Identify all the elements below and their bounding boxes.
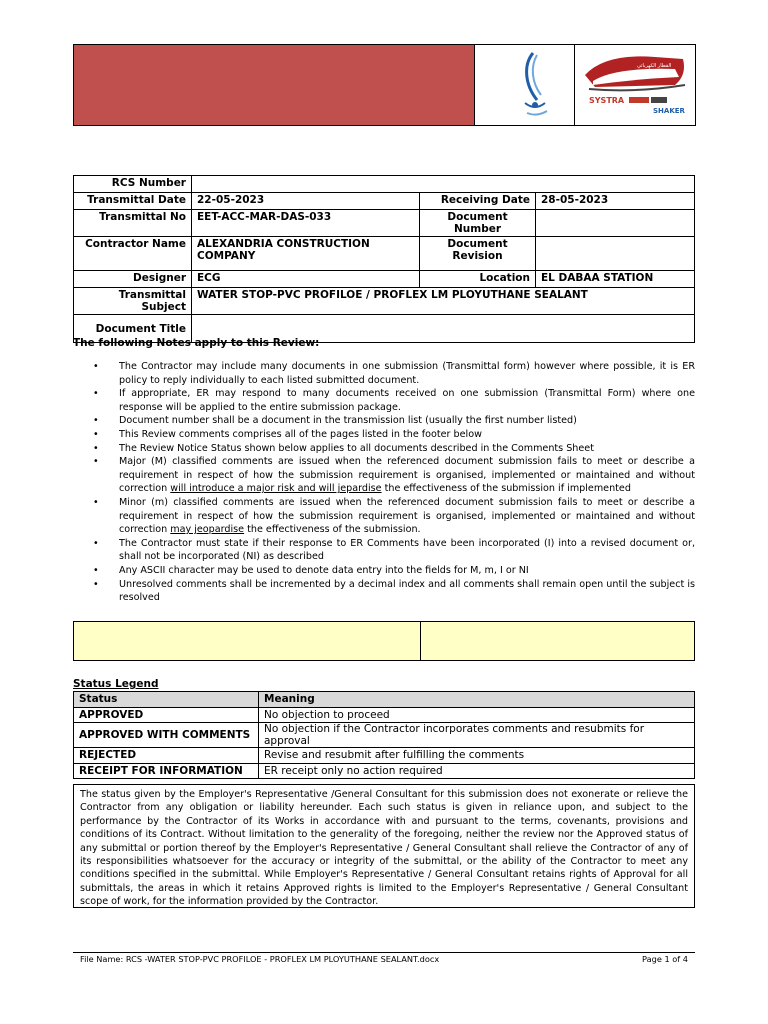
nat-logo	[475, 45, 575, 125]
document-revision-label: Document Revision	[420, 237, 536, 271]
status-legend-title: Status Legend	[73, 678, 159, 690]
header-color-block	[74, 45, 475, 125]
table-row: APPROVED WITH COMMENTS No objection if the Contractor incorporates comments and resubmits for approval	[74, 723, 695, 748]
document-number-value	[536, 210, 695, 237]
table-row: RECEIPT FOR INFORMATION ER receipt only no action required	[74, 763, 695, 779]
document-header	[73, 44, 696, 126]
contractor-name-label: Contractor Name	[74, 237, 192, 271]
svg-text:القطار الكهربائي: القطار الكهربائي	[637, 63, 672, 69]
footer-page-number: Page 1 of 4	[642, 954, 688, 964]
ehst-logo	[575, 45, 695, 125]
designer-value: ECG	[192, 271, 420, 288]
footer-file-name: File Name: RCS -WATER STOP-PVC PROFILOE - PROFLEX LM PLOYUTHANE SEALANT.docx	[80, 954, 440, 964]
transmittal-info-table	[73, 175, 695, 343]
transmittal-subject-label: Transmittal Subject	[74, 288, 192, 315]
svg-text:SHAKER: SHAKER	[653, 107, 685, 115]
transmittal-date-label: Transmittal Date	[74, 193, 192, 210]
nat-logo-icon	[475, 45, 575, 125]
transmittal-subject-value: WATER STOP-PVC PROFILOE / PROFLEX LM PLOYUTHANE SEALANT	[192, 288, 695, 315]
legend-header-meaning: Meaning	[259, 692, 695, 708]
note-item: • The Review Notice Status shown below applies to all documents described in the Comments Sheet	[93, 442, 695, 456]
status-legend-table	[73, 691, 695, 779]
table-row: REJECTED Revise and resubmit after fulfilling the comments	[74, 748, 695, 764]
note-item: • The Contractor must state if their response to ER Comments have been incorporated (I) into a revised document or, shall not be incorporated (NI) as described	[93, 537, 695, 564]
review-status-right-cell	[421, 622, 694, 660]
footer-divider	[73, 952, 695, 953]
location-value: EL DABAA STATION	[536, 271, 695, 288]
contractor-name-value: ALEXANDRIA CONSTRUCTION COMPANY	[192, 237, 420, 271]
page-footer	[80, 954, 688, 964]
designer-label: Designer	[74, 271, 192, 288]
notes-title: The following Notes apply to this Review:	[73, 337, 320, 349]
document-revision-value	[536, 237, 695, 271]
disclaimer-text: The status given by the Employer's Representative /General Consultant for this submission does not exonerate or relieve the Contractor from any obligation or liability hereunder. Each such status is given in reliance upon, and subject to the performance by the Contractor of its Works in accordance with and pursuant to the terms, covenants, provisions and conditions of its Contract. Without limitation to the generality of the foregoing, neither the review nor the Approved status of any submittal or portion thereof by the Employer's Representative / General Consultant shall relieve the Contractor of any of its responsibilities whatsoever for the accuracy or integrity of the submittal, or the ability of the Contractor to meet any conditions specified in the submittal. While Employer's Representative / General Consultant retains rights of Approval for all submittals, the areas in which it retains Approved rights is limited to the Employer's Representative / General Consultant scope of work, for the information provided by the Contractor.	[73, 784, 695, 908]
rcs-number-label: RCS Number	[74, 176, 192, 193]
note-item: • If appropriate, ER may respond to many documents received on one submission (Transmittal Form) where one response will be applied to the entire submission package.	[93, 387, 695, 414]
review-status-left-cell	[74, 622, 421, 660]
document-title-label: Document Title	[74, 315, 192, 343]
table-row: APPROVED No objection to proceed	[74, 707, 695, 723]
receiving-date-label: Receiving Date	[420, 193, 536, 210]
note-item: • This Review comments comprises all of the pages listed in the footer below	[93, 428, 695, 442]
legend-header-status: Status	[74, 692, 259, 708]
note-item: • Any ASCII character may be used to denote data entry into the fields for M, m, I or NI	[93, 564, 695, 578]
document-number-label: Document Number	[420, 210, 536, 237]
note-item: • Document number shall be a document in the transmission list (usually the first number listed)	[93, 414, 695, 428]
transmittal-no-label: Transmittal No	[74, 210, 192, 237]
note-item: • Major (M) classified comments are issued when the referenced document submission fails to meet or describe a requirement in respect of how the submission requirement is organised, implemented or maintained and without correction will introduce a major risk and will jepardise the effectiveness of the submission if implemented	[93, 455, 695, 496]
svg-text:SYSTRA: SYSTRA	[589, 96, 625, 105]
review-status-box	[73, 621, 695, 661]
notes-list	[93, 360, 695, 605]
rcs-number-value	[192, 176, 695, 193]
location-label: Location	[420, 271, 536, 288]
transmittal-no-value: EET-ACC-MAR-DAS-033	[192, 210, 420, 237]
receiving-date-value: 28-05-2023	[536, 193, 695, 210]
train-logo-icon	[575, 45, 695, 125]
transmittal-date-value: 22-05-2023	[192, 193, 420, 210]
note-item: • Unresolved comments shall be incremented by a decimal index and all comments shall remain open until the subject is resolved	[93, 578, 695, 605]
note-item: • Minor (m) classified comments are issued when the referenced document submission fails to meet or describe a requirement in respect of how the submission requirement is organised, implemented or maintained and without correction may jeopardise the effectiveness of the submission.	[93, 496, 695, 537]
note-item: • The Contractor may include many documents in one submission (Transmittal form) however where possible, it is ER policy to reply individually to each listed submitted document.	[93, 360, 695, 387]
